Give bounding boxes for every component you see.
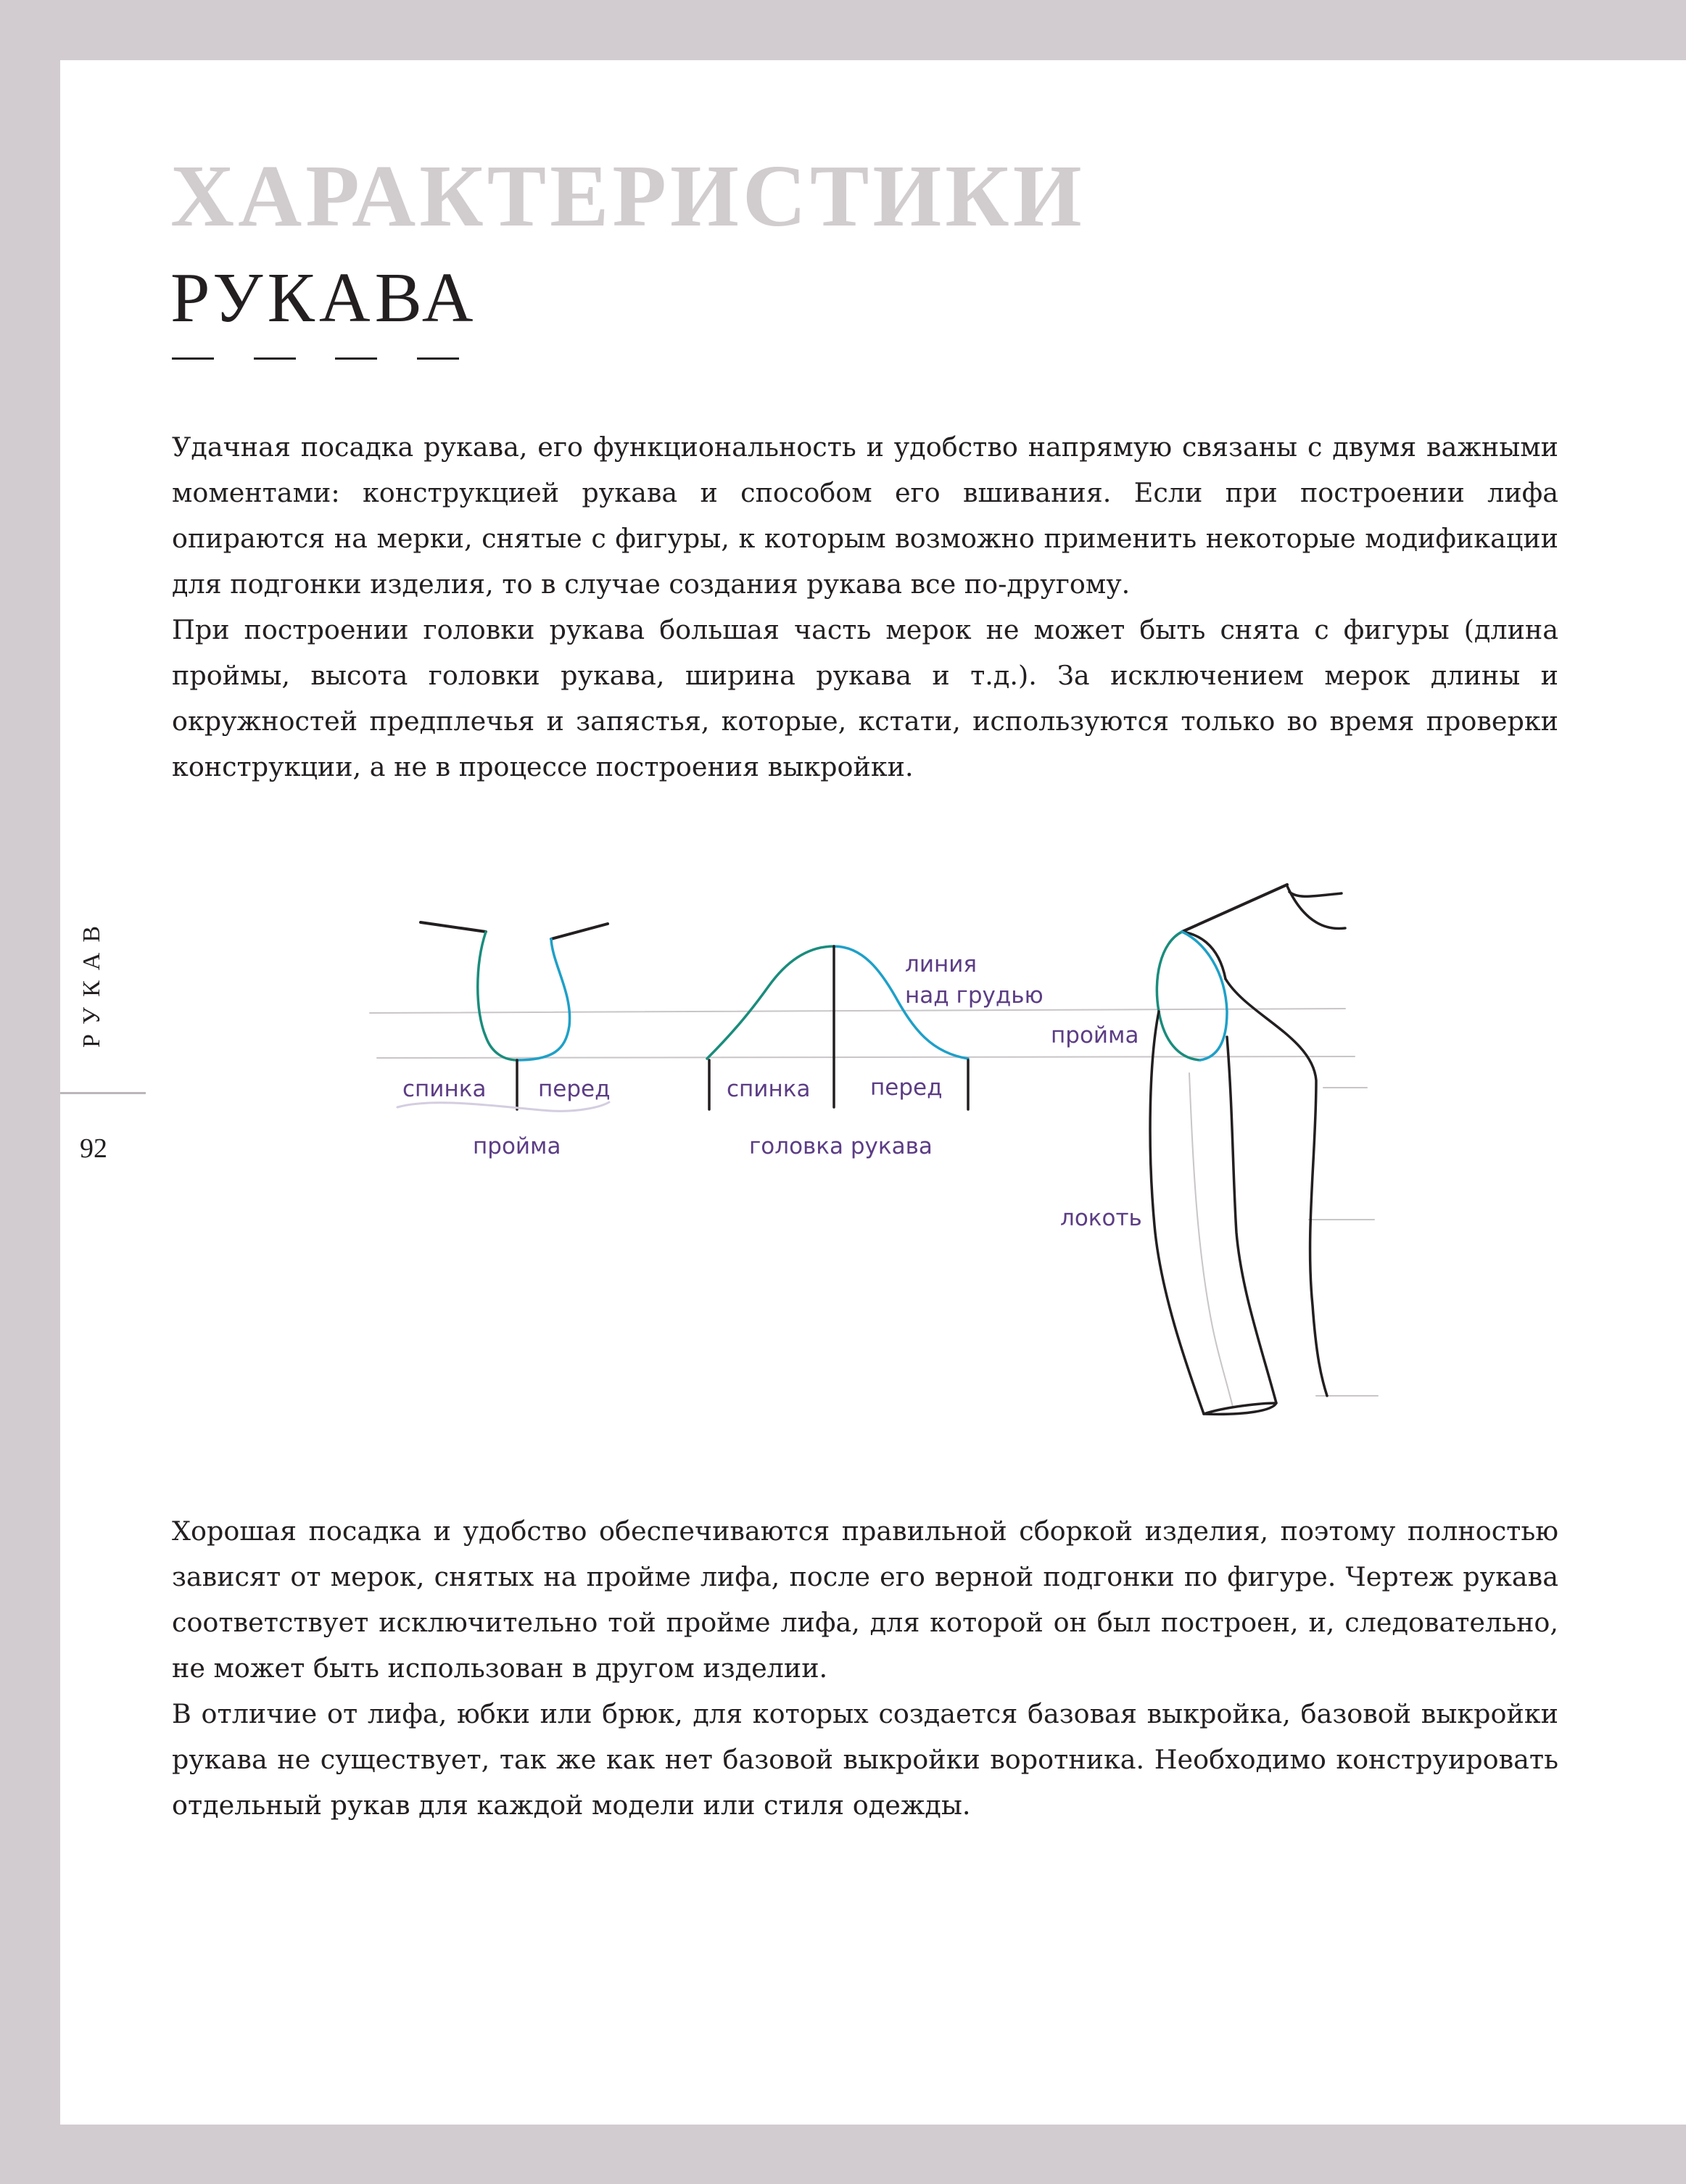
outro-paragraph-1: Хорошая посадка и удобство обеспечиваются правильной сборкой изделия, поэтому полностью зависят от мерок, снятых на пройме лифа, после его верной подгонки по фигуре. Чертеж рукава соответствует исключительно той пройме лифа, для которой он был построен, и, следовательно, не может быть использован в другом изделии. <box>172 1515 1558 1684</box>
sleeve-cap-back-curve <box>707 946 834 1059</box>
neckline-front <box>1289 892 1342 896</box>
armhole-label-front: перед <box>538 1076 611 1102</box>
heading-line-1: ХАРАКТЕРИСТИКИ <box>170 147 1086 245</box>
arm-armhole-back <box>1157 932 1200 1060</box>
armhole-caption: пройма <box>473 1133 561 1159</box>
outro-text <box>172 1508 1558 1828</box>
margin-rule <box>60 1092 146 1094</box>
intro-paragraph-1: Удачная посадка рукава, его функциональность и удобство напрямую связаны с двумя важными моментами: конструкцией рукава и способом его вшивания. Если при построении лифа опираются на мерки, снятые с фигуры, к которым возможно применить некоторые модификации для подгонки изделия, то в случае создания рукава все по-другому. <box>172 431 1558 600</box>
heading-line-2: РУКАВА <box>170 259 478 337</box>
arm-armhole-front <box>1182 932 1227 1060</box>
armhole-front-curve <box>517 939 570 1060</box>
bust-guide-line <box>370 1009 1345 1013</box>
outro-paragraph-2: В отличие от лифа, юбки или брюк, для которых создается базовая выкройка, базовой выкройки рукава не существует, так же как нет базовой выкройки воротника. Необходимо конструировать отдельный рукав для каждой модели или стиля одежды. <box>172 1698 1558 1821</box>
page-number: 92 <box>80 1133 107 1164</box>
armhole-underline <box>397 1102 609 1111</box>
back-shoulder-line <box>421 922 486 932</box>
section-side-label: РУКАВ <box>78 915 105 1048</box>
sleeve-back-edge <box>1150 1012 1204 1414</box>
intro-paragraph-2: При построении головки рукава большая часть мерок не может быть снята с фигуры (длина проймы, высота головки рукава, ширина рукава и т.д.). За исключением мерок длины и окружностей предплечья и запястья, которые, кстати, используются только во время проверки конструкции, а не в процессе построения выкройки. <box>172 614 1558 782</box>
sleeve-cap-label-back: спинка <box>727 1076 811 1102</box>
bust-line-label-1: линия <box>905 951 978 977</box>
front-shoulder-line <box>551 924 608 939</box>
arm-figure <box>1150 885 1345 1414</box>
neckline-back <box>1287 886 1345 929</box>
shoulder-line <box>1182 885 1287 932</box>
sleeve-front-edge <box>1227 1037 1276 1403</box>
armhole-back-curve <box>478 932 517 1060</box>
torso-front-edge <box>1226 979 1327 1396</box>
sleeve-grain-line <box>1189 1073 1233 1407</box>
arm-armhole-label: пройма <box>1051 1022 1139 1048</box>
sleeve-hem <box>1204 1403 1276 1414</box>
armhole-label-back: спинка <box>402 1076 487 1102</box>
sleeve-cap-caption: головка рукава <box>749 1133 933 1159</box>
elbow-label: локоть <box>1060 1205 1142 1231</box>
sleeve-cap-label-front: перед <box>870 1075 943 1101</box>
bust-line-label-2: над грудью <box>905 983 1044 1009</box>
